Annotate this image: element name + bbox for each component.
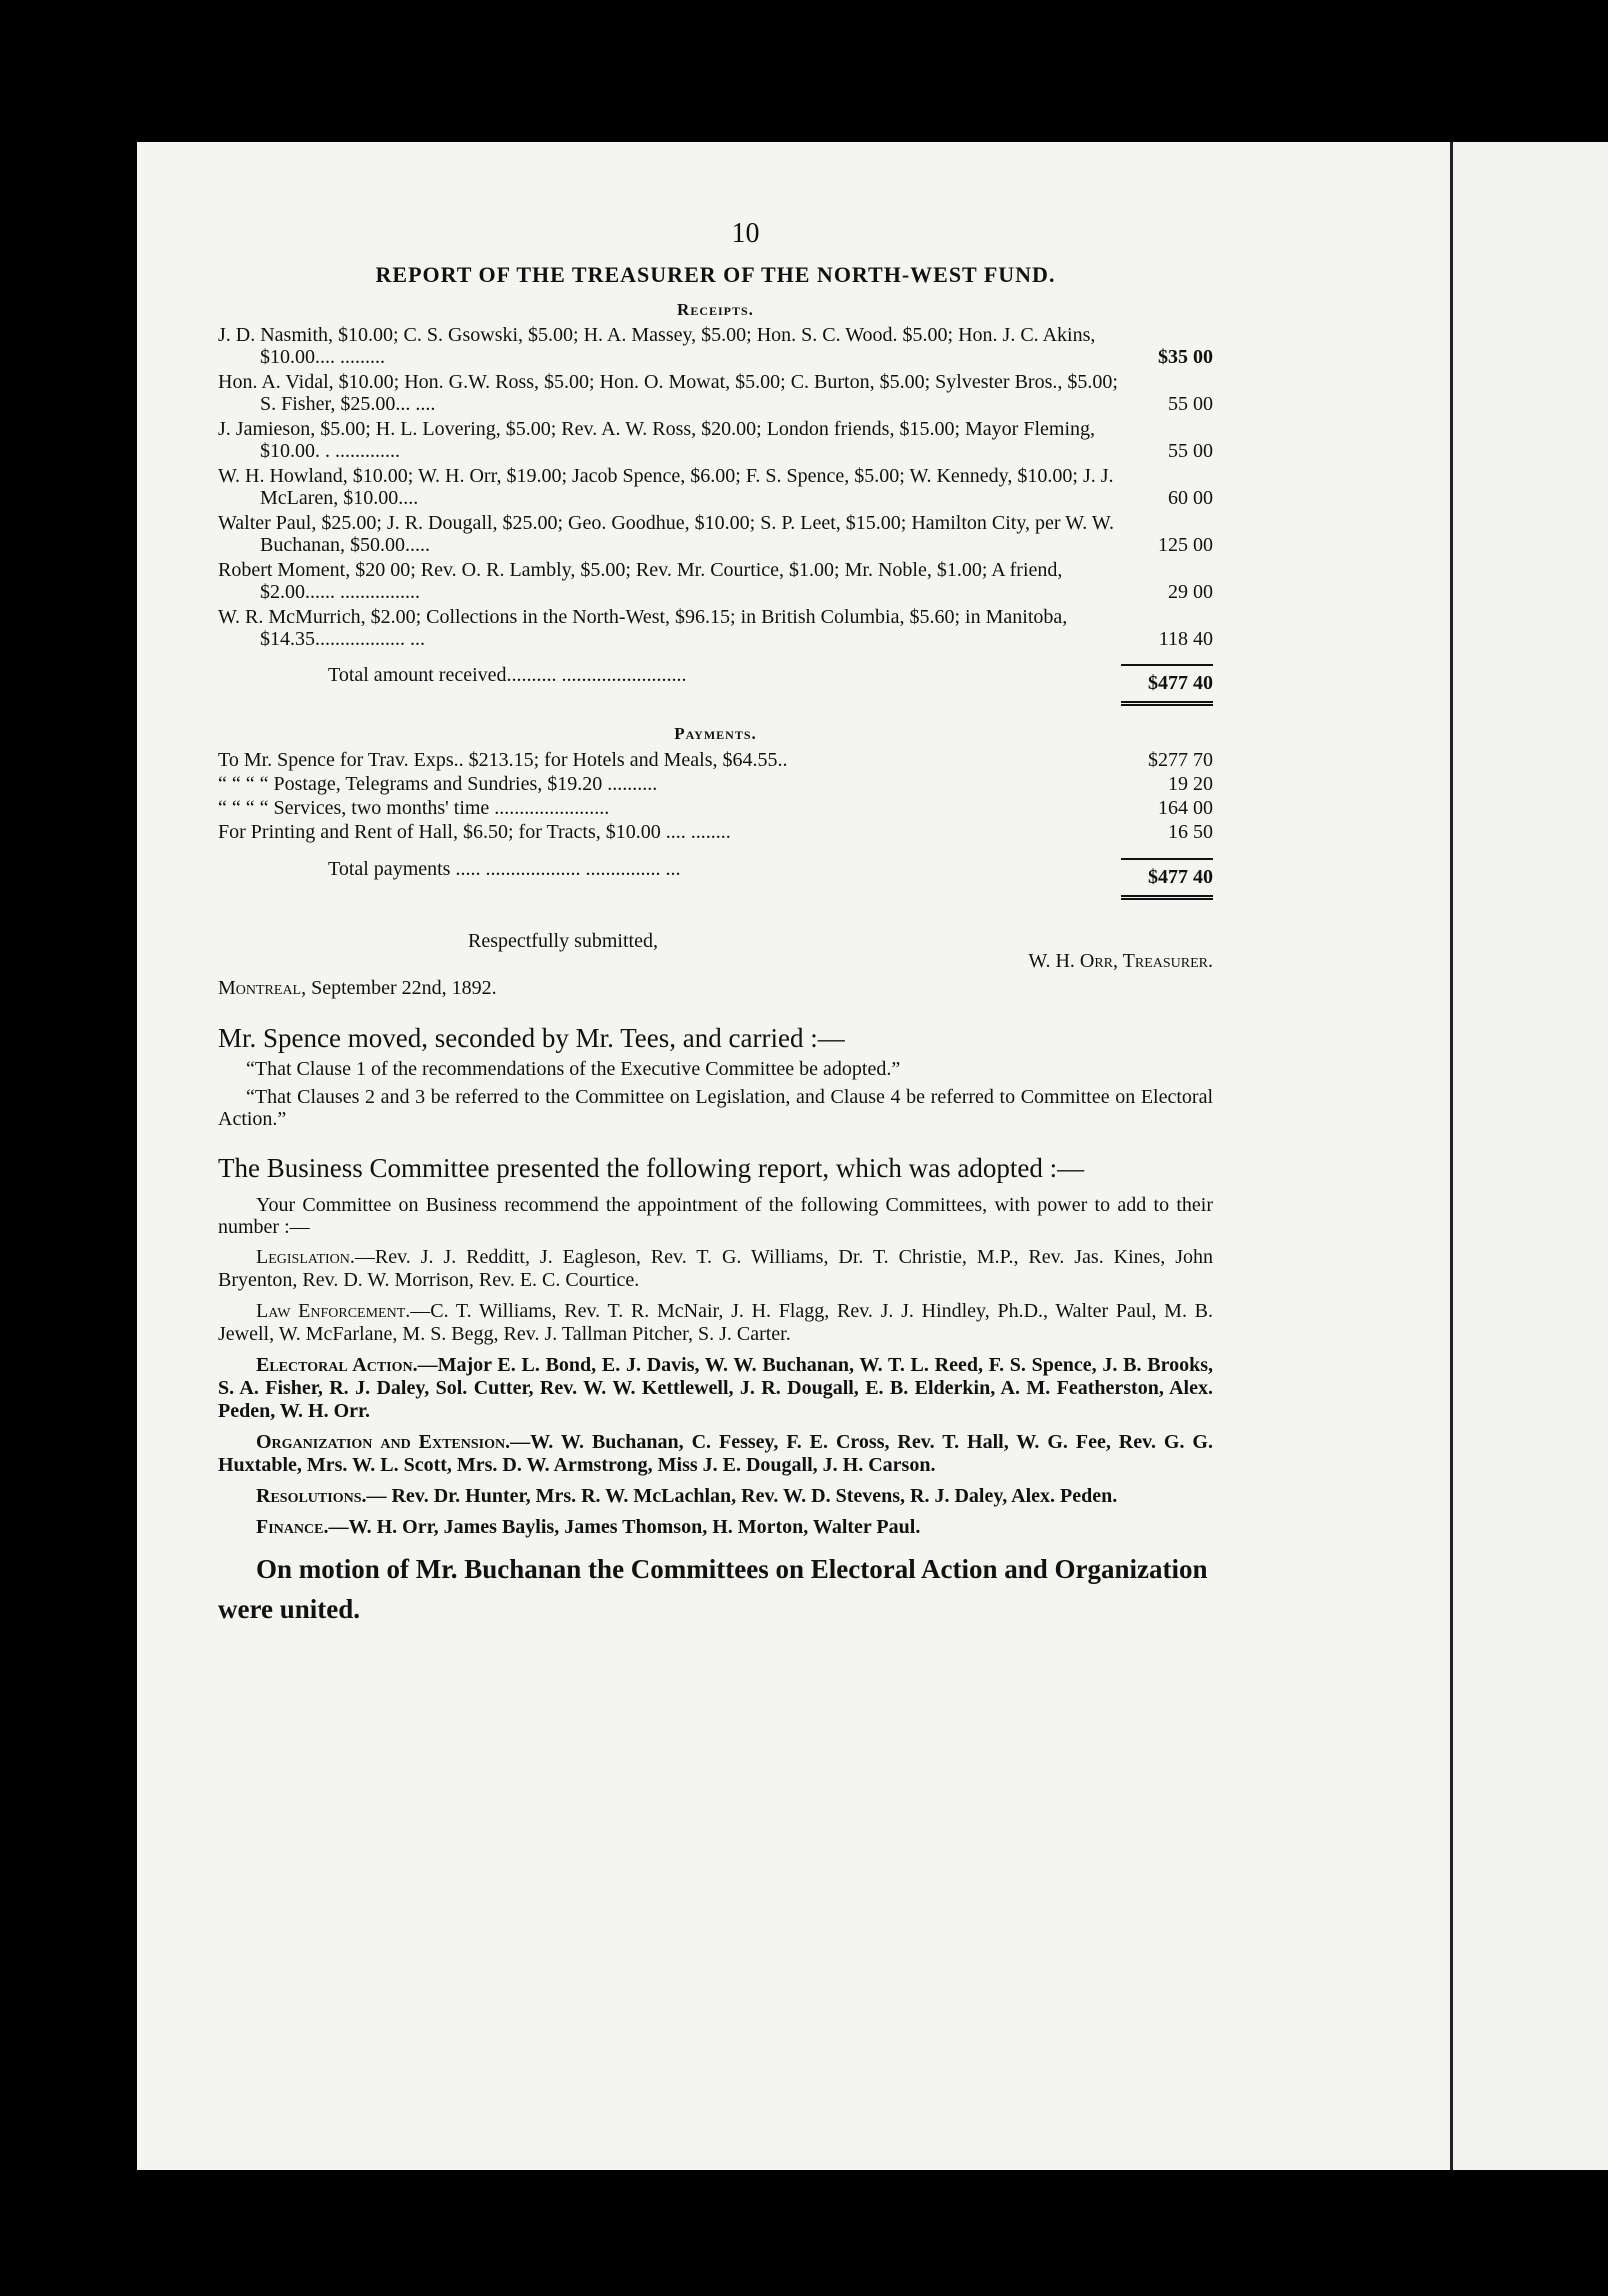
committee-entry <box>218 1300 1213 1346</box>
signoff <box>218 930 1213 973</box>
resolution-1: “That Clause 1 of the recommendations of the Executive Committee be adopted.” <box>246 1058 901 1080</box>
report-title: REPORT OF THE TREASURER OF THE NORTH-WEST FUND. <box>375 262 1056 287</box>
payment-entry <box>218 772 1213 796</box>
committee-entry <box>218 1431 1213 1477</box>
payment-text: To Mr. Spence for Trav. Exps.. $213.15; for Hotels and Meals, $64.55.. <box>218 749 788 771</box>
receipt-amount: 29 00 <box>1168 581 1213 603</box>
committee-head: Law Enforcement. <box>256 1300 411 1322</box>
motion-text: Mr. Spence moved, seconded by Mr. Tees, and carried :— <box>218 1023 845 1053</box>
payment-amount: 164 00 <box>1158 797 1213 819</box>
payments-list <box>218 748 1213 844</box>
payment-text: “ “ “ “ Postage, Telegrams and Sundries, $19.20 .......... <box>218 773 658 795</box>
business-recommend: Your Committee on Business recommend the appointment of the following Committees, with power to add to their number :— <box>218 1194 1213 1238</box>
receipt-text: J. Jamieson, $5.00; H. L. Lovering, $5.00; Rev. A. W. Ross, $20.00; London friends, $15.00; Mayor Fleming, $10.00. . ............. <box>218 418 1096 462</box>
receipt-text: J. D. Nasmith, $10.00; C. S. Gsowski, $5.00; H. A. Massey, $5.00; Hon. S. C. Wood. $5.00; Hon. J. C. Akins, $10.00.... ......... <box>218 324 1096 368</box>
payment-entry <box>218 748 1213 772</box>
payment-entry <box>218 796 1213 820</box>
receipts-heading: Receipts. <box>677 300 754 319</box>
committee-head: Legislation. <box>256 1246 355 1268</box>
committee-head: Resolutions. <box>256 1485 367 1507</box>
payment-text: “ “ “ “ Services, two months' time ....................... <box>218 797 610 819</box>
receipt-entry <box>218 606 1213 650</box>
payments-heading: Payments. <box>674 724 757 743</box>
page-content <box>218 218 1213 1629</box>
dateline-city: Montreal, <box>218 977 307 999</box>
treasurer-signature: W. H. Orr, Treasurer. <box>1028 950 1213 972</box>
payments-total-amount: $477 40 <box>1121 858 1213 889</box>
committee-entry <box>218 1516 1213 1539</box>
receipt-text: Hon. A. Vidal, $10.00; Hon. G.W. Ross, $5.00; Hon. O. Mowat, $5.00; C. Burton, $5.00; Sylvester Bros., $5.00; S. Fisher, $25.00... .... <box>218 371 1118 415</box>
receipt-amount: 60 00 <box>1168 487 1213 509</box>
receipts-total-row <box>218 664 1213 695</box>
payment-amount: 19 20 <box>1168 773 1213 795</box>
committee-members: —W. H. Orr, James Baylis, James Thomson, H. Morton, Walter Paul. <box>328 1516 921 1538</box>
dateline <box>218 977 1213 1000</box>
dateline-date: September 22nd, 1892. <box>311 977 497 999</box>
receipts-total-label: Total amount received.......... ......................... <box>328 664 687 686</box>
receipt-entry <box>218 559 1213 603</box>
committee-members: —W. W. Buchanan, C. Fessey, F. E. Cross, Rev. T. Hall, W. G. Fee, Rev. G. G. Huxtable, Mrs. W. L. Scott, Mrs. D. W. Armstrong, Miss J. E. Dougall, J. H. Carson. <box>218 1431 1213 1476</box>
payments-total-row <box>218 858 1213 889</box>
committee-entry <box>218 1354 1213 1423</box>
committee-members: —Rev. J. J. Redditt, J. Eagleson, Rev. T. G. Williams, Dr. T. Christie, M.P., Rev. Jas. Kines, John Bryenton, Rev. D. W. Morrison, Rev. E. C. Courtice. <box>218 1246 1213 1291</box>
receipt-entry <box>218 418 1213 462</box>
receipt-entry <box>218 512 1213 556</box>
receipt-amount: 118 40 <box>1158 628 1213 650</box>
receipt-text: Walter Paul, $25.00; J. R. Dougall, $25.00; Geo. Goodhue, $10.00; S. P. Leet, $15.00; Hamilton City, per W. W. Buchanan, $50.00..... <box>218 512 1114 556</box>
receipt-text: W. H. Howland, $10.00; W. H. Orr, $19.00; Jacob Spence, $6.00; F. S. Spence, $5.00; W. Kennedy, $10.00; J. J. McLaren, $10.00.... <box>218 465 1114 509</box>
receipts-total-amount: $477 40 <box>1121 664 1213 695</box>
committee-entry <box>218 1485 1213 1508</box>
committee-head: Organization and Extension. <box>256 1431 511 1453</box>
receipt-entry <box>218 324 1213 368</box>
receipt-entry <box>218 371 1213 415</box>
payment-text: For Printing and Rent of Hall, $6.50; for Tracts, $10.00 .... ........ <box>218 821 731 843</box>
committee-members: — Rev. Dr. Hunter, Mrs. R. W. McLachlan, Rev. W. D. Stevens, R. J. Daley, Alex. Peden. <box>366 1485 1118 1507</box>
facing-page-edge <box>1450 142 1608 2170</box>
receipt-entry <box>218 465 1213 509</box>
receipt-text: Robert Moment, $20 00; Rev. O. R. Lambly, $5.00; Rev. Mr. Courtice, $1.00; Mr. Noble, $1.00; A friend, $2.00...... ................ <box>218 559 1063 603</box>
receipt-text: W. R. McMurrich, $2.00; Collections in the North-West, $96.15; in British Columbia, $5.60; in Manitoba, $14.35.................. ... <box>218 606 1068 650</box>
respectfully-submitted: Respectfully submitted, <box>468 930 658 952</box>
final-motion: On motion of Mr. Buchanan the Committees on Electoral Action and Organization were united. <box>218 1554 1208 1624</box>
payments-total-label: Total payments ..... ................... ............... ... <box>328 858 681 880</box>
committee-list <box>218 1246 1213 1539</box>
receipt-amount: 55 00 <box>1168 440 1213 462</box>
payment-amount: 16 50 <box>1168 821 1213 843</box>
committee-head: Electoral Action. <box>256 1354 418 1376</box>
page-number: 10 <box>731 218 760 249</box>
resolution-2: “That Clauses 2 and 3 be referred to the Committee on Legislation, and Clause 4 be referred to Committee on Electoral Action.” <box>218 1086 1213 1130</box>
receipt-amount: 55 00 <box>1168 393 1213 415</box>
committee-members: —C. T. Williams, Rev. T. R. McNair, J. H. Flagg, Rev. J. J. Hindley, Ph.D., Walter Paul, M. B. Jewell, W. McFarlane, M. S. Begg, Rev. J. Tallman Pitcher, S. J. Carter. <box>218 1300 1213 1345</box>
receipts-list <box>218 324 1213 650</box>
double-rule <box>1121 889 1213 900</box>
committee-head: Finance. <box>256 1516 329 1538</box>
committee-members: —Major E. L. Bond, E. J. Davis, W. W. Buchanan, W. T. L. Reed, F. S. Spence, J. B. Brooks, S. A. Fisher, R. J. Daley, Sol. Cutter, Rev. W. W. Kettlewell, J. R. Dougall, E. B. Elderkin, A. M. Featherston, Alex. Peden, W. H. Orr. <box>218 1354 1213 1422</box>
payment-amount: $277 70 <box>1148 749 1213 771</box>
double-rule <box>1121 695 1213 706</box>
business-intro: The Business Committee presented the following report, which was adopted :— <box>218 1153 1085 1183</box>
receipt-amount: $35 00 <box>1158 346 1213 368</box>
committee-entry <box>218 1246 1213 1292</box>
receipt-amount: 125 00 <box>1158 534 1213 556</box>
payment-entry <box>218 820 1213 844</box>
